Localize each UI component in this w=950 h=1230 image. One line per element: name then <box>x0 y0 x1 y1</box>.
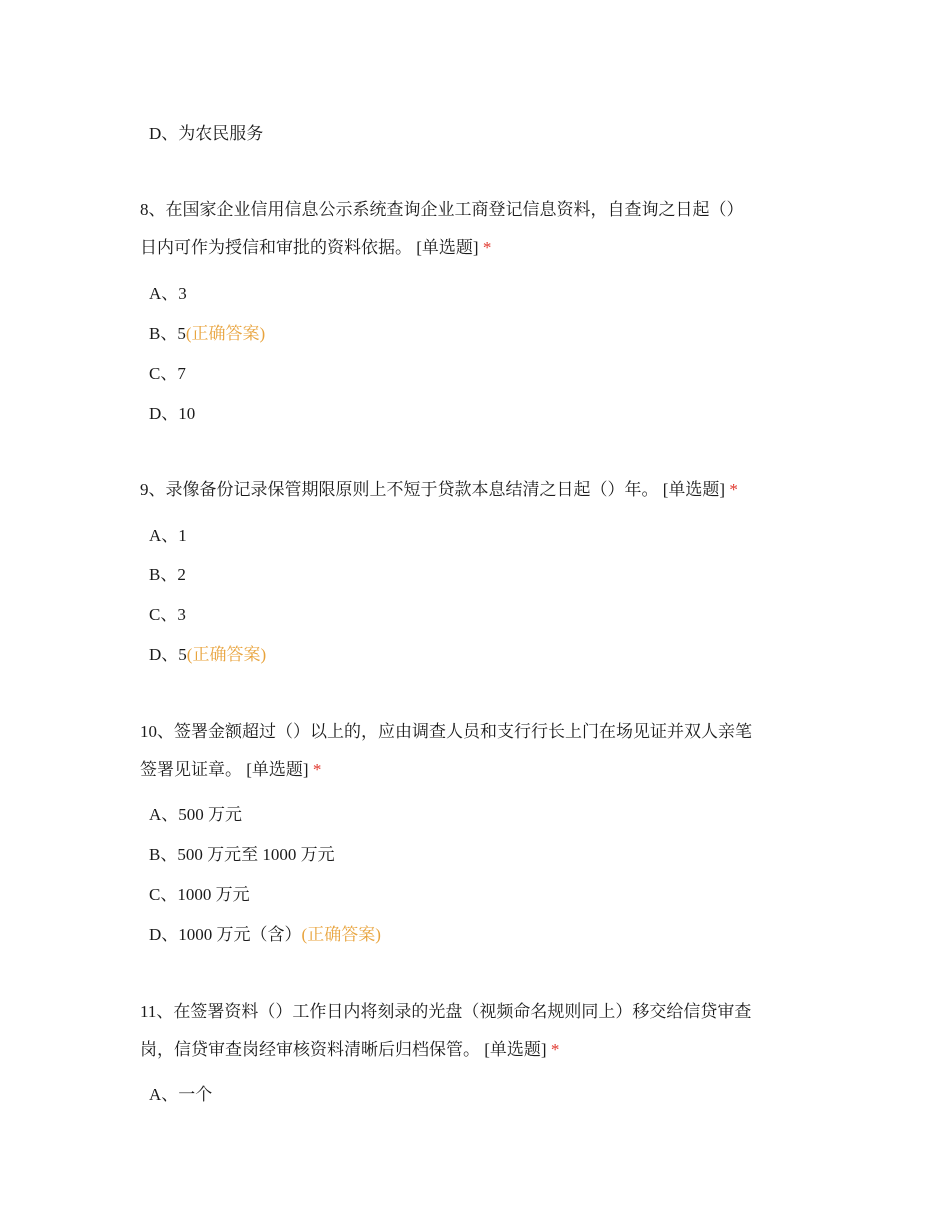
required-star: * <box>550 1040 560 1059</box>
correct-answer-mark: (正确答案) <box>185 324 266 343</box>
question-10-text-line2 <box>140 758 321 782</box>
question-8-option-b <box>149 322 265 346</box>
question-text: 签署见证章。 <box>140 760 242 779</box>
question-type-tag: [单选题] <box>662 480 726 499</box>
question-9-option-b <box>149 563 186 587</box>
option-text: D、10 <box>149 404 196 423</box>
option-text: D、为农民服务 <box>149 124 264 143</box>
required-star: * <box>729 480 738 499</box>
option-text: C、1000 万元 <box>149 885 250 904</box>
required-star: * <box>482 238 492 257</box>
question-10-option-a <box>149 803 242 827</box>
question-8-option-d <box>149 402 195 426</box>
option-text: B、5 <box>149 324 186 343</box>
option-d-prev <box>149 122 263 146</box>
question-8-option-a <box>149 282 187 306</box>
question-10-option-b <box>149 843 335 867</box>
option-text: A、1 <box>149 526 187 545</box>
question-type-tag: [单选题] <box>416 238 479 257</box>
question-text: 9、录像备份记录保管期限原则上不短于贷款本息结清之日起（）年。 <box>140 480 659 499</box>
question-text: 岗，信贷审查岗经审核资料清晰后归档保管。 <box>140 1040 480 1059</box>
question-9-option-a <box>149 524 187 548</box>
question-10-option-c <box>149 883 250 907</box>
correct-answer-mark: (正确答案) <box>301 925 381 944</box>
question-8-option-c <box>149 362 186 386</box>
question-type-tag: [单选题] <box>484 1040 547 1059</box>
question-type-tag: [单选题] <box>246 760 309 779</box>
option-text: C、3 <box>149 605 186 624</box>
question-8-text-line2 <box>140 236 491 260</box>
question-9-option-c <box>149 603 186 627</box>
question-10-option-d <box>149 923 381 947</box>
option-text: B、500 万元至 1000 万元 <box>149 845 335 864</box>
question-8-text-line1: 8、在国家企业信用信息公示系统查询企业工商登记信息资料，自查询之日起（） <box>140 200 744 219</box>
question-10-text-line1: 10、签署金额超过（）以上的，应由调查人员和支行行长上门在场见证并双人亲笔 <box>140 722 752 741</box>
question-11-option-a <box>149 1083 212 1107</box>
option-text: A、一个 <box>149 1085 213 1104</box>
question-text: 日内可作为授信和审批的资料依据。 <box>140 238 412 257</box>
correct-answer-mark: (正确答案) <box>186 645 267 664</box>
required-star: * <box>312 760 322 779</box>
option-text: D、1000 万元（含） <box>149 925 302 944</box>
question-9-option-d <box>149 643 266 667</box>
option-text: A、3 <box>149 284 187 303</box>
question-11-text-line1: 11、在签署资料（）工作日内将刻录的光盘（视频命名规则同上）移交给信贷审查 <box>140 1002 752 1021</box>
question-9-text <box>140 478 738 502</box>
option-text: A、500 万元 <box>149 805 243 824</box>
question-11-text-line2 <box>140 1038 559 1062</box>
option-text: C、7 <box>149 364 186 383</box>
option-text: B、2 <box>149 565 186 584</box>
option-text: D、5 <box>149 645 187 664</box>
